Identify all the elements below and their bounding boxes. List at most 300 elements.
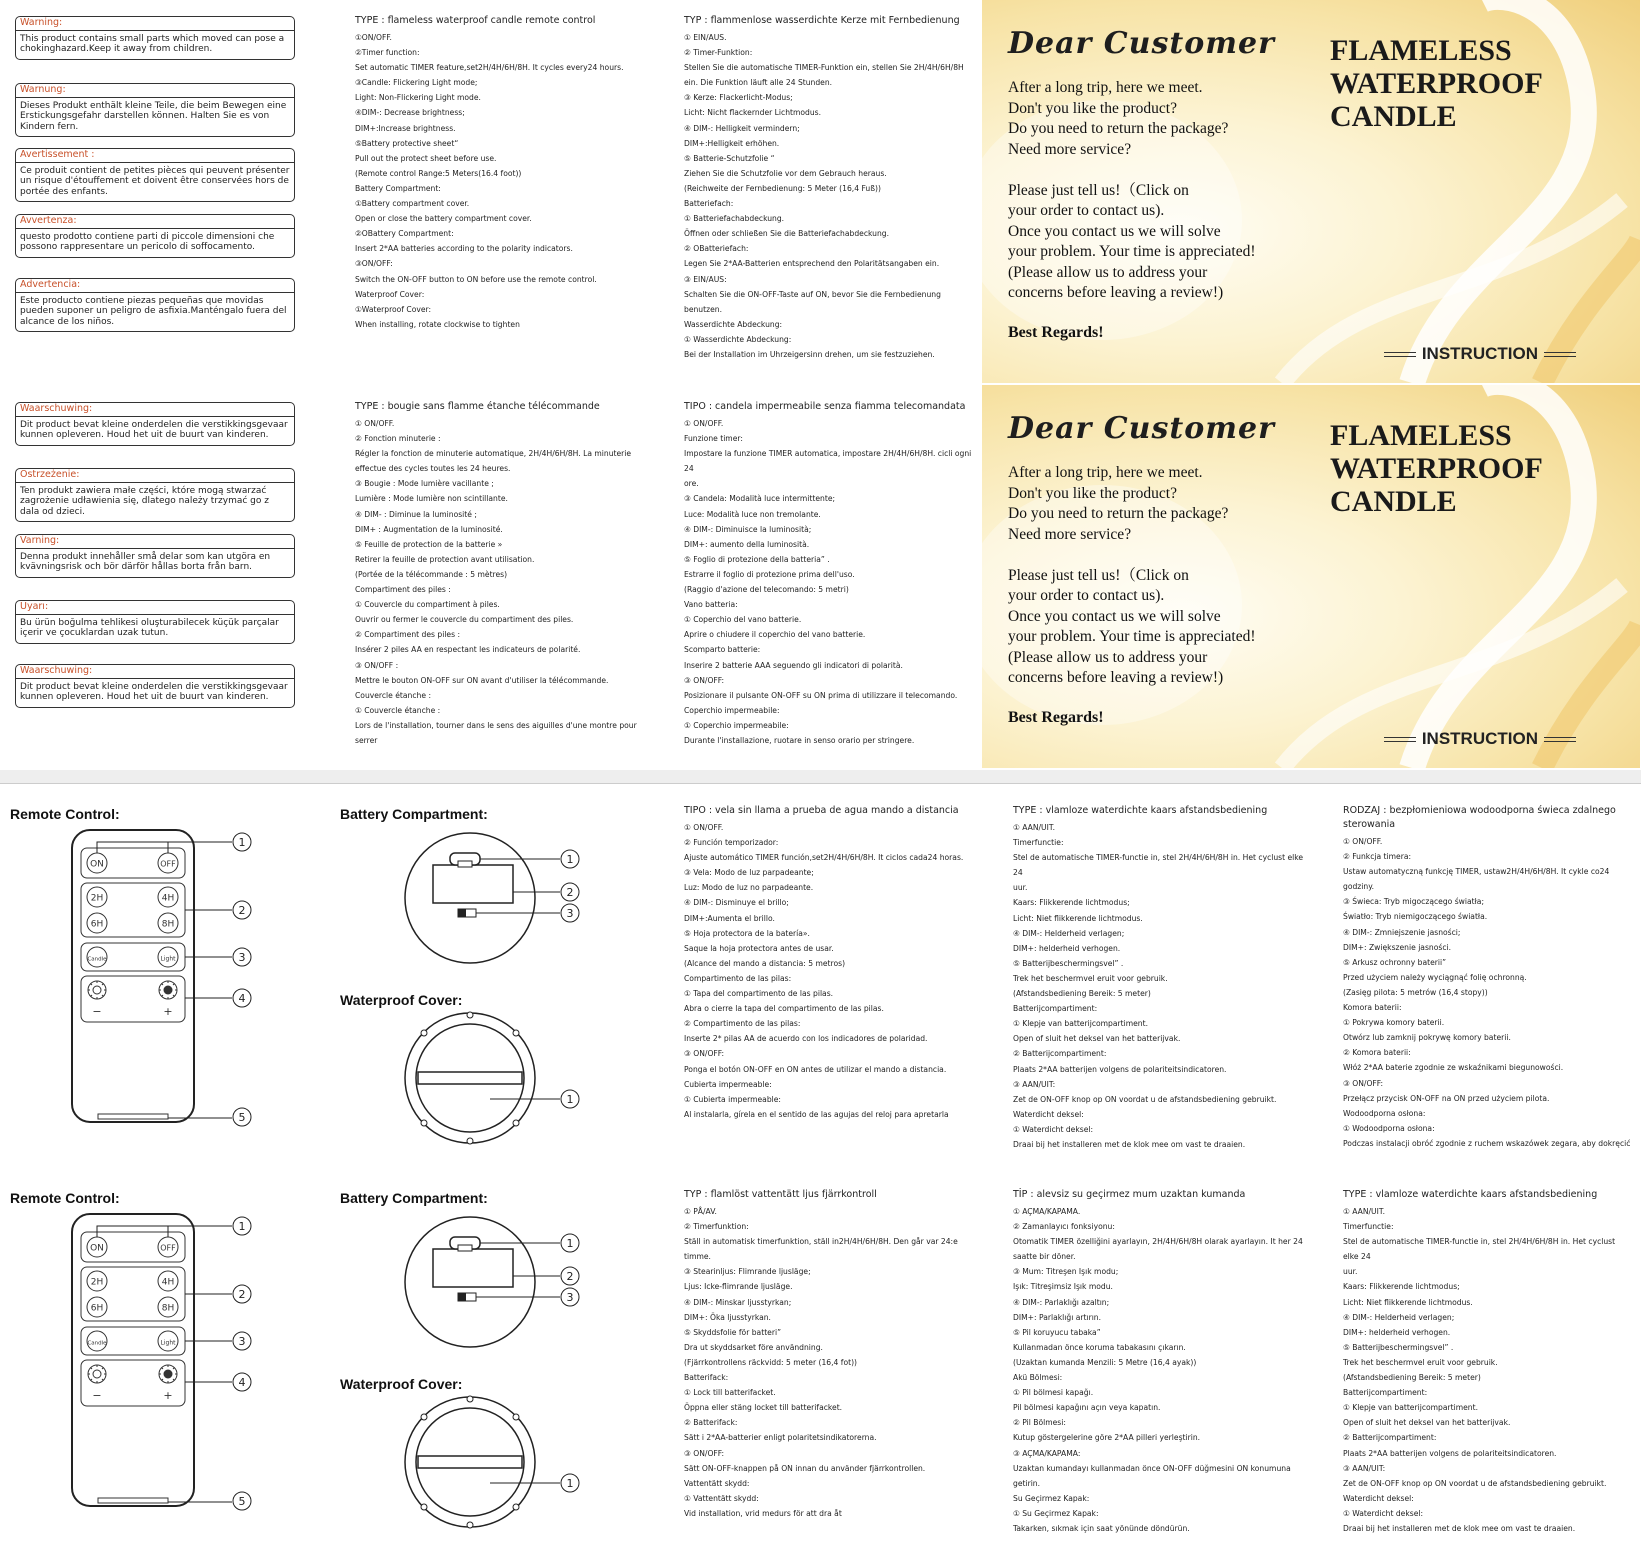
instruction-line: ① Tapa del compartimento de las pilas. [684,989,834,999]
warning-text: Ten produkt zawiera małe części, które mogą stwarzać zagrożenie udławienia się, dlatego należy trzymać go z dala od dzieci. [20,485,269,517]
off-button [158,1237,178,1257]
product-title-line: CANDLE [1330,485,1457,518]
message-line: After a long trip, here we meet. [1008,79,1203,96]
instructions-pl [1343,804,1633,1151]
instruction-line: Zet de ON-OFF knop op ON voordat u de afstandsbediening gebruikt. [1343,1478,1607,1488]
instruction-line: Licht: Niet flikkerende lichtmodus. [1343,1297,1473,1307]
battery-cover [433,1249,513,1287]
warning-text: Dit product bevat kleine onderdelen die verstikkingsgevaar kunnen opleveren. Houd het uit de buurt van kinderen. [20,681,288,702]
instruction-line: Waterdicht deksel: [1013,1109,1084,1119]
instruction-line: Bei der Installation im Uhrzeigersinn drehen, um sie festzuziehen. [684,349,935,359]
instruction-line: ① Su Geçirmez Kapak: [1013,1508,1099,1518]
instruction-line: Draai bij het installeren met de klok mee om vast te draaien. [1013,1139,1246,1149]
waterproof-cover-drawing [400,1386,600,1536]
instruction-line: Timerfunctie: [1343,1222,1394,1232]
callout-1 [561,1090,579,1108]
svg-text:4: 4 [238,1376,246,1389]
svg-text:2H: 2H [90,893,104,904]
instruction-line: serrer [355,735,378,745]
instruction-line: ④ DIM-: Diminuisce la luminosità; [684,524,812,534]
instruction-line: DIM+: Öka ljusstyrkan. [684,1312,771,1322]
svg-text:8H: 8H [161,1303,175,1314]
product-title-line: FLAMELESS [1330,419,1512,452]
instruction-line: Vid installation, vrid medurs för att dra åt [684,1508,842,1518]
instruction-line: ① EIN/AUS. [684,33,727,42]
plus-label: + [163,1005,173,1018]
warning-title: Uyarı: [16,601,294,615]
instruction-line: saatte bir döner. [1013,1252,1076,1262]
battery-diagram [400,820,600,970]
cover-grip [418,1072,522,1084]
battery-tab [98,1498,168,1503]
instruction-line: ① Vattentätt skydd: [684,1493,759,1503]
instruction-line: DIM+: helderheid verhogen. [1013,943,1121,953]
instruction-line: ein. Die Funktion läuft alle 24 Stunden. [684,78,833,88]
greeting-heading: Dear Customer [1008,26,1275,61]
svg-text:Candle: Candle [87,1340,107,1347]
instruction-line: (Afstandsbediening Bereik: 5 meter) [1013,989,1151,999]
instruction-line: ④DIM-: Decrease brightness; [355,108,465,118]
instruction-line: Luz: Modo de luz no parpadeante. [684,883,814,893]
instruction-line: ① Wasserdichte Abdeckung: [684,334,792,344]
instruction-line: Stel de automatische TIMER-functie in, stel 2H/4H/6H/8H in. Het cyclust elke 24 [1013,853,1304,878]
product-title [1330,34,1543,133]
instructions-sv [684,1188,984,1521]
column-title: TİP : alevsiz su geçirmez mum uzaktan kumanda [1013,1189,1246,1200]
remote-control-drawing [60,820,260,1140]
message-line: your problem. Your time is appreciated! [1008,628,1256,645]
instruction-line: ① Couvercle étanche : [355,705,441,715]
instruction-line: Régler la fonction de minuterie automatique, 2H/4H/6H/8H. La minuterie [355,449,632,459]
instruction-line: getirin. [1013,1478,1041,1488]
message-line: your order to contact us). [1008,202,1165,219]
message-line: After a long trip, here we meet. [1008,464,1203,481]
warning-text: Bu ürün boğulma tehlikesi oluşturabilecek küçük parçalar içerir ve çocuklardan uzak tutun. [20,617,279,638]
instruction-line: ② Komora baterii: [1343,1048,1411,1058]
column-title: RODZAJ : bezpłomieniowa wodoodporna świeca zdalnego sterowania [1343,805,1616,830]
instruction-line: ⑤ Hoja protectora de la batería». [684,928,810,938]
instruction-line: Coperchio impermeabile: [684,705,780,715]
product-title-line: WATERPROOF [1330,452,1543,485]
instruction-line: Al instalarla, gírela en el sentido de las agujas del reloj para apretarla [684,1109,949,1119]
instruction-line: Insert 2*AA batteries according to the polarity indicators. [355,244,573,254]
warning-title: Avvertenza: [16,215,294,229]
instruction-line: DIM+: Parlaklığı artırın. [1013,1312,1102,1322]
instruction-line: Podczas instalacji obróć zgodnie z ruchem wskazówek zegara, aby dokręcić [1343,1138,1631,1148]
instruction-line: ④ DIM-: Helligkeit vermindern; [684,123,800,133]
instruction-line: DIM+ : Augmentation de la luminosité. [355,524,503,534]
instruction-line: ② Zamanlayıcı fonksiyonu: [1013,1222,1115,1232]
instruction-line: Waterproof Cover: [355,289,425,299]
instruction-line: ① Waterdicht deksel: [1013,1124,1094,1134]
instruction-line: Scomparto batterie: [684,645,761,655]
instruction-line: Akü Bölmesi: [1013,1373,1063,1383]
instruction-line: ① ON/OFF. [684,419,724,428]
instruction-line: ② Funkcja timera: [1343,852,1412,862]
waterproof-cover-diagram-2 [400,1386,600,1536]
instruction-line: ④ DIM-: Parlaklığı azaltın; [1013,1297,1110,1307]
instructions-nl [1013,804,1313,1152]
instruction-line: Vano batteria: [684,600,738,610]
svg-text:1: 1 [566,1477,574,1490]
instruction-line: Trek het beschermvel eruit voor gebruik. [1343,1357,1498,1367]
dim-plus-icon [159,981,177,999]
warning-box-tr [15,600,295,644]
svg-text:5: 5 [238,1495,246,1508]
battery-compartment-drawing [400,820,600,970]
svg-text:4H: 4H [161,1277,175,1288]
instruction-line: ③ Stearinljus: Flimrande ljusläge; [684,1267,811,1277]
instruction-line: (Portée de la télécommande : 5 mètres) [355,569,508,579]
svg-text:1: 1 [566,853,574,866]
instruction-line: Ställ in automatisk timerfunktion, ställ in2H/4H/6H/8H. Den går var 24:e timme. [684,1237,958,1262]
warning-box-nl [15,402,295,446]
instruction-line: Pil bölmesi kapağını açın veya kapatın. [1013,1403,1161,1413]
instruction-line: uur. [1013,883,1028,893]
instruction-line: ① ON/OFF. [355,419,395,428]
svg-text:2: 2 [566,886,574,899]
instruction-line: ① Pokrywa komory baterii. [1343,1018,1445,1028]
column-title: TIPO : candela impermeabile senza fiamma telecomandata [684,401,966,412]
svg-text:4: 4 [238,992,246,1005]
warning-text: Dieses Produkt enthält kleine Teile, die beim Bewegen eine Erstickungsgefahr darstellen können. Halten Sie es von Kindern fern. [20,100,287,132]
callout-5 [233,1108,251,1126]
instruction-line: ② Timerfunktion: [684,1222,749,1232]
svg-text:2H: 2H [90,1277,104,1288]
instruction-line: Vattentätt skydd: [684,1478,750,1488]
svg-text:8H: 8H [161,919,175,930]
waterproof-cover-heading: Waterproof Cover: [340,992,463,1008]
instruction-line: ① Coperchio impermeabile: [684,720,789,730]
svg-text:5: 5 [238,1111,246,1124]
instruction-line: Komora baterii: [1343,1003,1402,1013]
message-line: Once you contact us we will solve [1008,222,1221,240]
instruction-line: Sätt ON-OFF-knappen på ON innan du använder fjärrkontrollen. [684,1463,926,1473]
remote-control-heading: Remote Control: [10,806,120,822]
instruction-line: Przełącz przycisk ON-OFF na ON przed użyciem pilota. [1343,1093,1550,1103]
on-button [87,853,107,873]
svg-text:3: 3 [566,907,574,920]
instruction-line: ④ DIM-: Minskar ljusstyrkan; [684,1297,792,1307]
instruction-line: Lumière : Mode lumière non scintillante. [355,494,508,504]
instructions-tr [1013,1188,1313,1536]
warning-title: Advertencia: [16,279,294,293]
instruction-line: Batterijcompartiment: [1013,1004,1098,1014]
instruction-line: ③ ON/OFF: [684,1049,725,1059]
instruction-line: Dra ut skyddsarket före användning. [684,1342,823,1352]
instruction-line: ③ ON/OFF: [1343,1078,1384,1088]
instruction-line: Compartimento de las pilas: [684,973,792,983]
instruction-line: Trek het beschermvel eruit voor gebruik. [1013,973,1168,983]
instruction-line: Otomatik TIMER özelliğini ayarlayın, 2H/4H/6H/8H olarak ayarlayın. It her 24 [1013,1237,1303,1247]
message-line [1008,545,1256,566]
timer-2h-button [87,1271,107,1291]
warning-text: questo prodotto contiene parti di piccole dimensioni che possono rappresentare un pericolo di soffocamento. [20,231,275,252]
instruction-line: Zet de ON-OFF knop op ON voordat u de afstandsbediening gebruikt. [1013,1094,1277,1104]
product-title-line: FLAMELESS [1330,34,1512,67]
svg-text:Light: Light [160,1339,176,1347]
instruction-line: Mettre le bouton ON-OFF sur ON avant d'utiliser la télécommande. [355,675,609,685]
instruction-line: Saque la hoja protectora antes de usar. [684,943,834,953]
warning-title: Ostrzeżenie: [16,469,294,483]
callout-1 [561,850,579,868]
instruction-line: (Zasięg pilota: 5 metrów (16,4 stopy)) [1343,987,1488,997]
callout-3 [561,1288,579,1306]
plus-label: + [163,1389,173,1402]
warning-box-en [15,16,295,60]
instruction-line: ① Cubierta impermeable: [684,1094,781,1104]
dim-plus-icon [159,1365,177,1383]
cover-panel-2 [982,385,1640,768]
on-button [87,1237,107,1257]
instruction-line: Işık: Titreşimsiz Işık modu. [1013,1282,1113,1292]
warning-title: Waarschuwing: [16,665,294,679]
instruction-line: Kaars: Flikkerende lichtmodus; [1343,1282,1460,1292]
svg-text:OFF: OFF [160,859,176,869]
warning-title: Varning: [16,535,294,549]
warning-text: Denna produkt innehåller små delar som kan utgöra en kvävningsrisk och bör därför hållas borta från barn. [20,551,271,572]
instruction-line: Light: Non-Flickering Light mode. [355,93,481,103]
callout-3 [233,948,251,966]
svg-text:2: 2 [566,1270,574,1283]
battery-cover [433,865,513,903]
instruction-line: ① Batteriefachabdeckung. [684,214,785,224]
svg-text:1: 1 [566,1093,574,1106]
message-line: your problem. Your time is appreciated! [1008,243,1256,260]
column-title: TYPE : bougie sans flamme étanche télécommande [355,401,600,412]
instruction-line: Couvercle étanche : [355,690,432,700]
svg-text:1: 1 [238,836,246,849]
svg-text:ON: ON [90,1243,104,1254]
svg-text:4H: 4H [161,893,175,904]
svg-text:ON: ON [90,859,104,870]
message-line: Need more service? [1008,525,1132,543]
instruction-line: ① ON/OFF. [1343,837,1383,846]
remote-diagram-2 [60,1204,260,1524]
instruction-line: DIM+:Increase brightness. [355,123,456,133]
customer-message [1008,78,1256,304]
instruction-line: ③ Bougie : Mode lumière vacillante ; [355,479,494,489]
instruction-line: Draai bij het installeren met de klok mee om vast te draaien. [1343,1523,1576,1533]
best-regards: Best Regards! [1008,324,1104,341]
message-line: Please just tell us!（Click on [1008,566,1189,584]
warning-title: Warnung: [16,84,294,98]
instruction-line: ① AÇMA/KAPAMA. [1013,1207,1081,1216]
instruction-line: Batterifack: [684,1373,729,1383]
instruction-line: Retirer la feuille de protection avant utilisation. [355,554,535,564]
instruction-line: ② Fonction minuterie : [355,434,441,444]
svg-text:3: 3 [238,1335,246,1348]
product-title-line: WATERPROOF [1330,67,1543,100]
instruction-line: ③ON/OFF: [355,259,393,269]
instruction-line: Wasserdichte Abdeckung: [684,319,783,329]
column-title: TYPE : flameless waterproof candle remote control [355,15,596,26]
instruction-line: DIM+:Aumenta el brillo. [684,913,775,923]
best-regards: Best Regards! [1008,709,1104,726]
instruction-line: Impostare la funzione TIMER automatica, impostare 2H/4H/6H/8H. cicli ogni 24 [684,449,972,474]
instruction-line: Insérer 2 piles AA en respectant les indicateurs de polarité. [355,645,581,655]
warning-box-es [15,278,295,332]
callout-4 [233,989,251,1007]
instruction-line: ⑤Battery protective sheet“ [355,138,459,148]
svg-text:2: 2 [238,904,246,917]
remote-control-drawing [60,1204,260,1524]
instruction-line: ③ Candela: Modalità luce intermittente; [684,494,836,504]
instruction-line: ③ AAN/UIT: [1013,1079,1056,1089]
instruction-line: ③ ON/OFF: [684,675,725,685]
message-line: Do you need to return the package? [1008,120,1229,137]
instruction-line: ③ Świeca: Tryb migoczącego światła; [1343,897,1484,907]
waterproof-cover-drawing [400,1002,600,1152]
instruction-line: Timerfunctie: [1013,838,1064,848]
instruction-line: ③ Vela: Modo de luz parpadeante; [684,868,814,878]
instruction-line: ⑤ Batterie-Schutzfolie “ [684,153,775,163]
callout-1 [561,1234,579,1252]
instruction-line: Open or close the battery compartment cover. [355,214,532,224]
instruction-line: Ustaw automatyczną funkcję TIMER, ustaw2H/4H/6H/8H. It cykle co24 [1343,867,1610,877]
instruction-line: DIM+:Helligkeit erhöhen. [684,138,780,148]
instruction-line: Open of sluit het deksel van het batterijvak. [1013,1034,1181,1044]
instructions-fr [355,400,655,748]
instruction-line: Włóż 2*AA baterie zgodnie ze wskaźnikami biegunowości. [1343,1063,1564,1073]
message-line: (Please allow us to address your [1008,263,1208,281]
instruction-line: Inserte 2* pilas AA de acuerdo con los indicadores de polaridad. [684,1034,928,1044]
callout-2 [233,901,251,919]
instruction-line: Set automatic TIMER feature,set2H/4H/6H/8H. It cycles every24 hours. [355,63,624,73]
instruction-line: (Uzaktan kumanda Menzili: 5 Metre (16,4 ayak)) [1013,1357,1197,1367]
instruction-line: (Raggio d'azione del telecomando: 5 metri) [684,585,849,595]
warning-box-nl-2 [15,664,295,708]
instruction-line: ④ DIM-: Disminuye el brillo; [684,898,789,908]
minus-label: − [92,1005,102,1018]
callout-3 [233,1332,251,1350]
column-title: TYP : flamlöst vattentätt ljus fjärrkontroll [684,1189,877,1200]
instruction-line: Kaars: Flikkerende lichtmodus; [1013,898,1130,908]
off-button [158,853,178,873]
instruction-line: Przed użyciem należy wyciągnąć folię ochronną. [1343,972,1527,982]
instruction-line: ① Klepje van batterijcompartiment. [1343,1403,1478,1413]
instruction-line: Wodoodporna osłona: [1343,1108,1426,1118]
timer-8h-button [158,1297,178,1317]
instruction-label: INSTRUCTION [1378,344,1582,364]
battery-compartment-drawing [400,1204,600,1354]
instruction-line: ① Wodoodporna osłona: [1343,1123,1435,1133]
instructions-it [684,400,980,748]
instruction-line: (Reichweite der Fernbedienung: 5 Meter (16,4 Fuß)) [684,183,881,193]
message-line: Don't you like the product? [1008,484,1177,502]
instruction-line: DIM+: aumento della luminosità. [684,539,810,549]
instruction-line: Öffnen oder schließen Sie die Batteriefachabdeckung. [684,229,890,239]
message-line [1008,160,1256,181]
customer-message [1008,463,1256,689]
svg-text:1: 1 [238,1220,246,1233]
instruction-line: ③ ON/OFF: [684,1448,725,1458]
instruction-line: ③ AÇMA/KAPAMA: [1013,1448,1081,1458]
callout-2 [561,883,579,901]
instruction-line: Schalten Sie die ON-OFF-Taste auf ON, bevor Sie die Fernbedienung benutzen. [684,289,941,314]
instruction-line: Plaats 2*AA batterijen volgens de polariteitsindicatoren. [1013,1064,1227,1074]
instruction-line: Ziehen Sie die Schutzfolie vor dem Gebrauch heraus. [684,168,887,178]
instructions-en [355,14,655,332]
instruction-line: DIM+: helderheid verhogen. [1343,1327,1451,1337]
instruction-line: Waterdicht deksel: [1343,1493,1414,1503]
instruction-line: effectue des cycles toutes les 24 heures. [355,464,511,474]
instruction-line: ② Pil Bölmesi: [1013,1418,1066,1428]
instruction-line: ③ AAN/UIT: [1343,1463,1386,1473]
instruction-line: ① Lock till batterifacket. [684,1388,776,1398]
instruction-line: Aprire o chiudere il coperchio del vano batterie. [684,630,866,640]
waterproof-cover-diagram [400,1002,600,1152]
instruction-line: ② Función temporizador: [684,838,779,848]
instruction-line: Batterijcompartiment: [1343,1388,1428,1398]
instruction-line: Takarken, sıkmak için saat yönünde döndürün. [1013,1523,1190,1533]
instruction-line: ① Klepje van batterijcompartiment. [1013,1019,1148,1029]
instruction-line: ① AAN/UIT. [1013,823,1056,832]
instruction-line: ② Timer-Funktion: [684,48,753,58]
instructions-es [684,804,984,1122]
svg-text:2: 2 [238,1288,246,1301]
greeting-heading: Dear Customer [1008,411,1275,446]
instruction-line: Posizionare il pulsante ON-OFF su ON prima di utilizzare il telecomando. [684,690,958,700]
timer-8h-button [158,913,178,933]
svg-text:3: 3 [238,951,246,964]
instruction-sheet-front [0,0,1641,770]
product-title-line: CANDLE [1330,100,1457,133]
timer-6h-button [87,913,107,933]
instruction-line: Pull out the protect sheet before use. [355,153,497,163]
timer-2h-button [87,887,107,907]
battery-compartment-heading: Battery Compartment: [340,806,488,822]
svg-text:Light: Light [160,955,176,963]
instruction-line: Stel de automatische TIMER-functie in, stel 2H/4H/6H/8H in. Het cyclust elke 24 [1343,1237,1616,1262]
warning-title: Avertissement : [16,149,294,163]
instruction-line: Licht: Niet flikkerende lichtmodus. [1013,913,1143,923]
message-line: Don't you like the product? [1008,99,1177,117]
instruction-line: ④ DIM-: Zmniejszenie jasności; [1343,927,1461,937]
instruction-line: Legen Sie 2*AA-Batterien entsprechend den Polaritätsangaben ein. [684,259,940,269]
light-mode-button [158,1331,178,1351]
instruction-line: Durante l'installazione, ruotare in senso orario per stringere. [684,735,915,745]
instruction-line: Licht: Nicht flackernder Lichtmodus. [684,108,822,118]
instruction-line: Switch the ON-OFF button to ON before use the remote control. [355,274,597,284]
instruction-line: Cubierta impermeable: [684,1079,772,1089]
instruction-line: Kullanmadan önce koruma tabakasını çıkarın. [1013,1342,1186,1352]
battery-tab [98,1114,168,1119]
instruction-line: Funzione timer: [684,434,743,444]
instruction-line: Uzaktan kumandayı kullanmadan önce ON-OFF düğmesini ON konumuna [1013,1463,1291,1473]
instruction-line: Lors de l'installation, tourner dans le sens des aiguilles d'une montre pour [355,720,637,730]
callout-2 [233,1285,251,1303]
warning-title: Warning: [16,17,294,31]
timer-4h-button [158,887,178,907]
warning-box-fr [15,148,295,202]
message-line: concerns before leaving a review!) [1008,669,1224,686]
instruction-line: ③ EIN/AUS: [684,274,727,284]
instruction-line: ② OBatteriefach: [684,244,749,254]
instruction-line: ⑤ Arkusz ochronny baterii” [1343,957,1447,967]
instruction-line: DIM+: Zwiększenie jasności. [1343,942,1452,952]
message-line: concerns before leaving a review!) [1008,284,1224,301]
instruction-line: ① Couvercle du compartiment à piles. [355,600,500,610]
instruction-line: Sätt i 2*AA-batterier enligt polaritetsindikatorerna. [684,1433,877,1443]
callout-1 [561,1474,579,1492]
instruction-line: ①Waterproof Cover: [355,304,432,314]
instruction-line: ①Battery compartment cover. [355,199,470,209]
instruction-line: When installing, rotate clockwise to tighten [355,319,520,329]
instruction-line: ⑤ Skyddsfolie för batteri” [684,1327,782,1337]
instructions-nl-2 [1343,1188,1633,1536]
warning-title: Waarschuwing: [16,403,294,417]
